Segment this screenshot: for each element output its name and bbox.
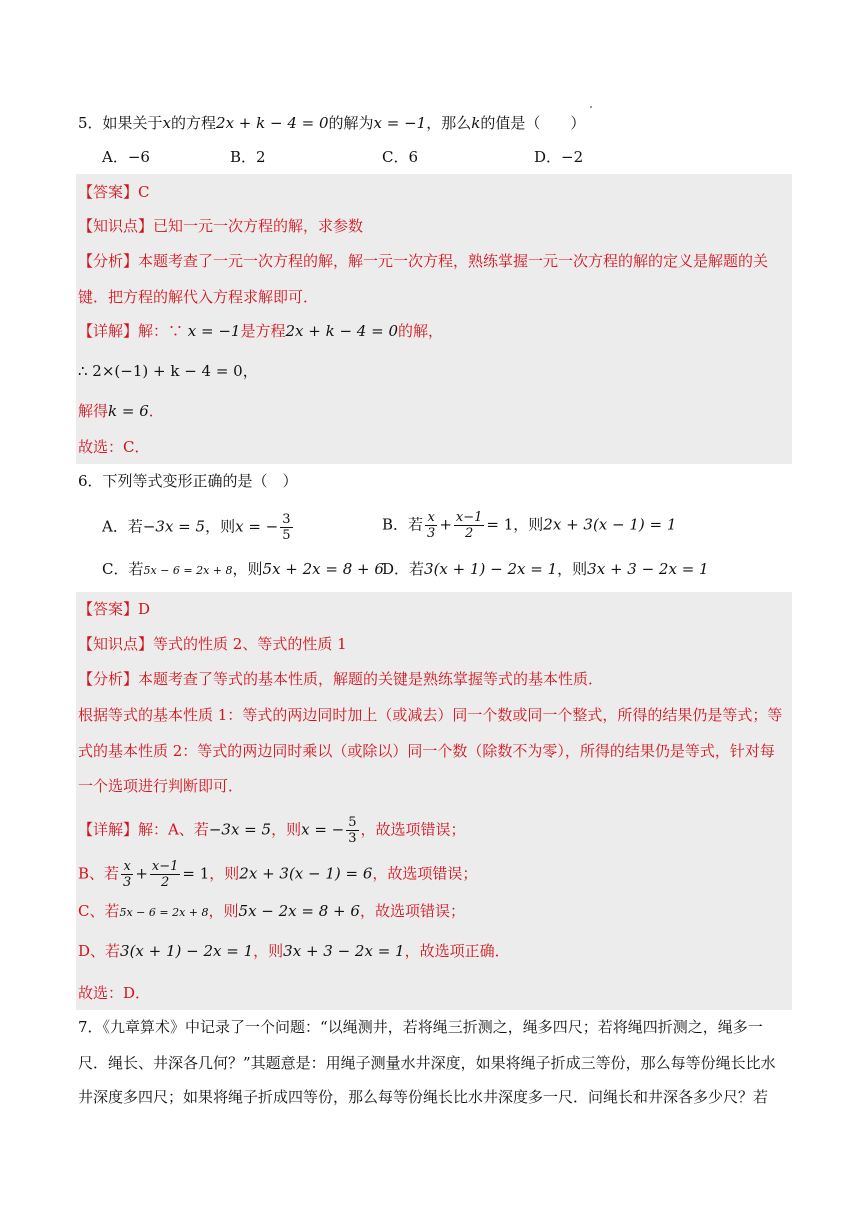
q6-property-line-3: 一个选项进行判断即可． (78, 777, 244, 795)
q6-knowledge-point: 【知识点】等式的性质 2、等式的性质 1 (78, 635, 347, 653)
q6-option-a-fraction (280, 512, 292, 543)
q6-option-math: 3x + 3 − 2x = 1 (587, 560, 709, 578)
q6-detail-text: ，则 (271, 820, 302, 839)
q6-option-math: 5x + 2x = 8 + 6 (262, 560, 384, 578)
fraction-denominator: 2 (465, 526, 474, 541)
q6-property-line-1: 根据等式的基本性质 1：等式的两边同时加上（或减去）同一个数或同一个整式，所得的结果仍是等式；等 (78, 706, 783, 724)
q6-detail-d (78, 940, 510, 962)
q6-option-c (102, 558, 384, 582)
q6-detail-b-fraction-1 (121, 859, 133, 890)
fraction-numerator: x−1 (151, 859, 179, 874)
q5-answer: 【答案】C (78, 183, 150, 201)
q6-detail-text: D、若 (78, 942, 121, 960)
fraction-numerator: x (425, 510, 437, 526)
q5-stem-text: 的解为 (328, 114, 374, 132)
fraction-numerator: 3 (282, 512, 291, 527)
fraction-denominator: 3 (123, 875, 132, 890)
q5-equation: 2x + k − 4 = 0 (216, 114, 329, 132)
q6-option-b (382, 510, 676, 541)
q6-option-b-fraction-2 (454, 510, 485, 541)
fraction-denominator: 2 (161, 875, 170, 890)
q6-option-math: = 1 (486, 515, 514, 534)
fraction-numerator: x (121, 859, 133, 875)
q5-var-k: k (471, 114, 481, 132)
q5-step-text: ． (148, 402, 164, 420)
q6-option-text: ，则 (205, 517, 236, 536)
q6-detail-math: x = − (301, 820, 345, 839)
q6-detail-text: ，故选项正确． (404, 942, 510, 960)
q5-solution: x = −1 (373, 114, 427, 132)
q6-option-a (102, 512, 295, 543)
q6-detail-c (78, 900, 465, 924)
scan-speck (590, 106, 592, 108)
q5-option-d: D．−2 (534, 148, 584, 166)
q6-option-math: + (439, 515, 452, 534)
q6-option-text: A．若 (102, 517, 143, 536)
q6-option-text: ，则 (513, 515, 544, 534)
q6-detail-text: B、若 (78, 864, 120, 883)
q6-stem: 6．下列等式变形正确的是（ ） (78, 472, 298, 490)
fraction-numerator: 5 (348, 815, 357, 830)
q5-option-a: A．−6 (102, 148, 150, 166)
q5-knowledge-point: 【知识点】已知一元一次方程的解，求参数 (78, 217, 364, 235)
q6-detail-math: −3x = 5 (208, 820, 272, 839)
q6-choice: 故选：D． (78, 984, 151, 1002)
q5-stem (78, 112, 585, 134)
q6-analysis: 【分析】本题考查了等式的基本性质，解题的关键是熟练掌握等式的基本性质． (78, 670, 604, 688)
q6-detail-text: ，故选项错误； (372, 864, 478, 883)
q7-line-2: 尺．绳长、井深各几何？”其题意是：用绳子测量水井深度，如果将绳子折成三等份，那么每等份绳长比水 (78, 1054, 776, 1072)
q6-detail-text: 【详解】解：A、若 (78, 820, 209, 839)
q6-option-math: x = − (235, 517, 279, 536)
q5-detail-text: 【详解】解：∵ (78, 322, 184, 340)
q5-analysis-line-1: 【分析】本题考查了一元一次方程的解，解一元一次方程，熟练掌握一元一次方程的解的定义是解题的关 (78, 252, 769, 270)
q6-option-text: ，则 (232, 560, 263, 578)
q6-detail-a (78, 815, 466, 846)
fraction-denominator: 3 (427, 526, 436, 541)
q5-analysis-line-2: 键．把方程的解代入方程求解即可． (78, 288, 319, 306)
q7-line-1: 7．《九章算术》中记录了一个问题：“以绳测井，若将绳三折测之，绳多四尺；若将绳四折测之，绳多一 (78, 1018, 763, 1036)
q5-detail (78, 320, 443, 342)
q6-property-line-2: 式的基本性质 2：等式的两边同时乘以（或除以）同一个数（除数不为零），所得的结果仍是等式，针对每 (78, 742, 775, 760)
q5-stem-text: 的方程 (171, 114, 217, 132)
q6-option-text: B．若 (382, 515, 424, 534)
q6-detail-text: ，则 (209, 864, 240, 883)
q5-stem-text: ，那么 (426, 114, 472, 132)
q5-detail-math: x = −1 (187, 322, 241, 340)
q6-option-math: 2x + 3(x − 1) = 1 (543, 515, 677, 534)
q5-step-math: k = 6 (108, 402, 149, 420)
q6-detail-math: 5x − 2x = 8 + 6 (238, 902, 360, 920)
q6-answer: 【答案】D (78, 600, 151, 618)
q6-detail-math: 3(x + 1) − 2x = 1 (120, 942, 254, 960)
q6-option-text: D．若 (382, 560, 425, 578)
q6-detail-text: ，则 (253, 942, 284, 960)
q6-option-math: 5x − 6 = 2x + 8 (143, 564, 233, 577)
q5-detail-math: 2x + k − 4 = 0 (285, 322, 398, 340)
q5-detail-text: 是方程 (240, 322, 286, 340)
q6-detail-math: 5x − 6 = 2x + 8 (119, 906, 209, 919)
q5-choice: 故选：C． (78, 438, 150, 456)
q6-option-text: ，则 (557, 560, 588, 578)
q6-detail-text: ，则 (208, 902, 239, 920)
q5-step-2 (78, 400, 164, 422)
q6-option-text: C．若 (102, 560, 144, 578)
q6-detail-math: 2x + 3(x − 1) = 6 (239, 864, 373, 883)
q6-option-math: 3(x + 1) − 2x = 1 (424, 560, 558, 578)
q6-detail-math: 3x + 3 − 2x = 1 (283, 942, 405, 960)
q5-option-b: B．2 (230, 148, 266, 166)
q5-stem-text: 5．如果关于 (78, 114, 163, 132)
q5-step-1: ∴ 2×(−1) + k − 4 = 0， (78, 362, 258, 380)
q5-option-c: C．6 (382, 148, 419, 166)
q6-detail-a-fraction (346, 815, 358, 846)
q6-detail-math: = 1 (182, 864, 210, 883)
q6-detail-b (78, 859, 477, 890)
q6-detail-text: ，故选项错误； (359, 902, 465, 920)
q7-line-3: 井深度多四尺；如果将绳子折成四等份，那么每等份绳长比水井深度多一尺．问绳长和井深各多少尺？若 (78, 1088, 769, 1106)
fraction-denominator: 5 (282, 528, 291, 543)
q5-step-text: 解得 (78, 402, 109, 420)
q5-detail-text: 的解， (398, 322, 444, 340)
q6-detail-b-fraction-2 (150, 859, 181, 890)
q6-option-math: −3x = 5 (142, 517, 206, 536)
q6-detail-text: C、若 (78, 902, 120, 920)
q6-detail-math: + (135, 864, 148, 883)
q6-option-b-fraction-1 (425, 510, 437, 541)
q5-var-x: x (162, 114, 172, 132)
fraction-denominator: 3 (348, 831, 357, 846)
q6-option-d (382, 558, 709, 580)
fraction-numerator: x−1 (455, 510, 483, 525)
q5-stem-text: 的值是（ ） (480, 114, 586, 132)
q6-detail-text: ，故选项错误； (360, 820, 466, 839)
